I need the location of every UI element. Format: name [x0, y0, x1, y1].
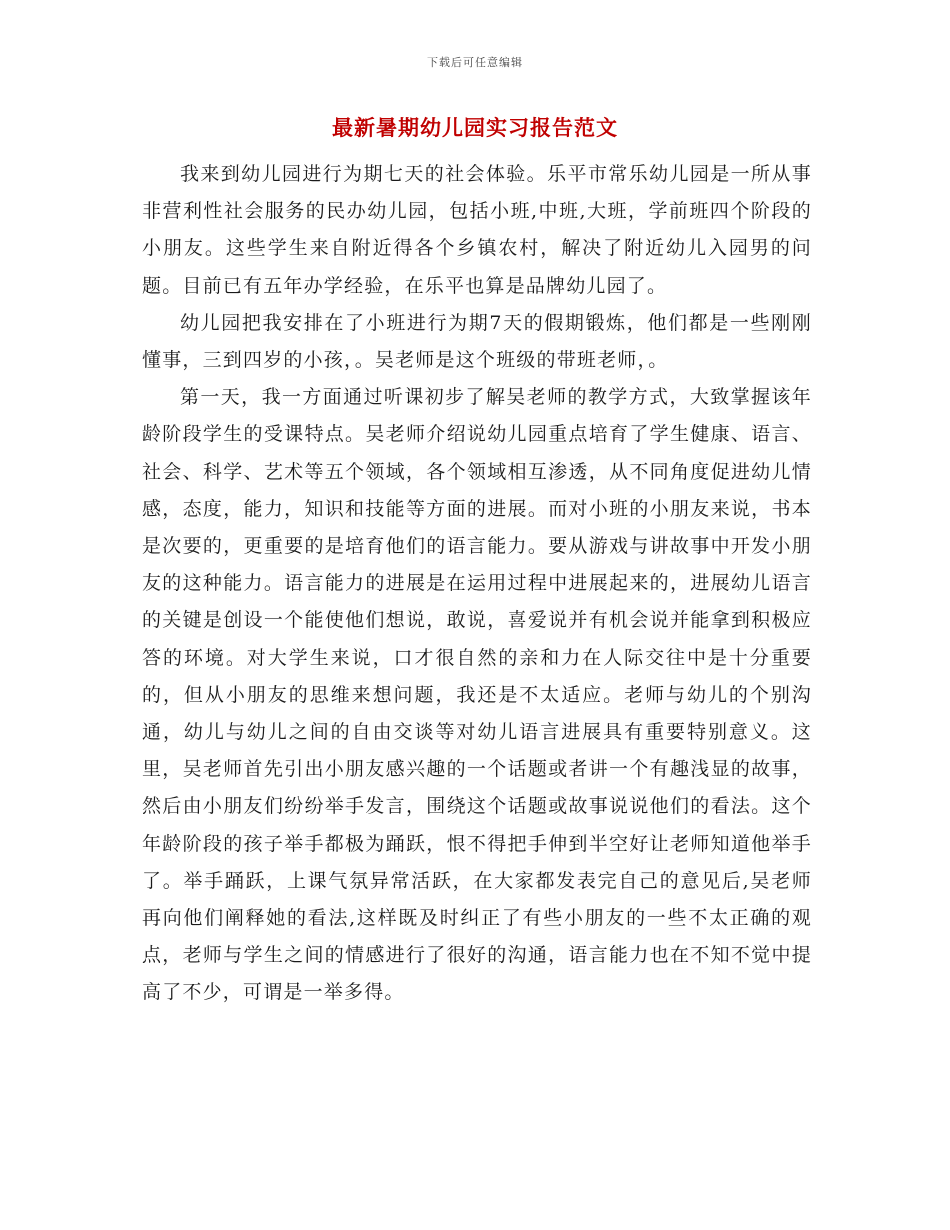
- paragraph-3: 第一天，我一方面通过听课初步了解吴老师的教学方式，大致掌握该年龄阶段学生的受课特点。吴老师介绍说幼儿园重点培育了学生健康、语言、社会、科学、艺术等五个领域，各个领域相互渗透，从不同角度促进幼儿情感，态度，能力，知识和技能等方面的进展。而对小班的小朋友来说，书本是次要的，更重要的是培育他们的语言能力。要从游戏与讲故事中开发小朋友的这种能力。语言能力的进展是在运用过程中进展起来的，进展幼儿语言的关键是创设一个能使他们想说，敢说，喜爱说并有机会说并能拿到积极应答的环境。对大学生来说，口才很自然的亲和力在人际交往中是十分重要的，但从小朋友的思维来想问题，我还是不太适应。老师与幼儿的个别沟通，幼儿与幼儿之间的自由交谈等对幼儿语言进展具有重要特别意义。这里，吴老师首先引出小朋友感兴趣的一个话题或者讲一个有趣浅显的故事，然后由小朋友们纷纷举手发言，围绕这个话题或故事说说他们的看法。这个年龄阶段的孩子举手都极为踊跃，恨不得把手伸到半空好让老师知道他举手了。举手踊跃，上课气氛异常活跃，在大家都发表完自己的意见后,吴老师再向他们阐释她的看法,这样既及时纠正了有些小朋友的一些不太正确的观点，老师与学生之间的情感进行了很好的沟通，语言能力也在不知不觉中提高了不少，可谓是一举多得。: [142, 386, 812, 1004]
- paragraph-2: 幼儿园把我安排在了小班进行为期7天的假期锻炼，他们都是一些刚刚懂事，三到四岁的小孩，。吴老师是这个班级的带班老师，。: [142, 311, 812, 372]
- document-body: [142, 156, 812, 1012]
- paragraph-1: 我来到幼儿园进行为期七天的社会体验。乐平市常乐幼儿园是一所从事非营利性社会服务的民办幼儿园，包括小班,中班,大班，学前班四个阶段的小朋友。这些学生来自附近得各个乡镇农村，解决了附近幼儿入园男的问题。目前已有五年办学经验，在乐平也算是品牌幼儿园了。: [142, 163, 812, 297]
- header-note: 下载后可任意编辑: [427, 56, 523, 69]
- document-title: 最新暑期幼儿园实习报告范文: [332, 115, 618, 140]
